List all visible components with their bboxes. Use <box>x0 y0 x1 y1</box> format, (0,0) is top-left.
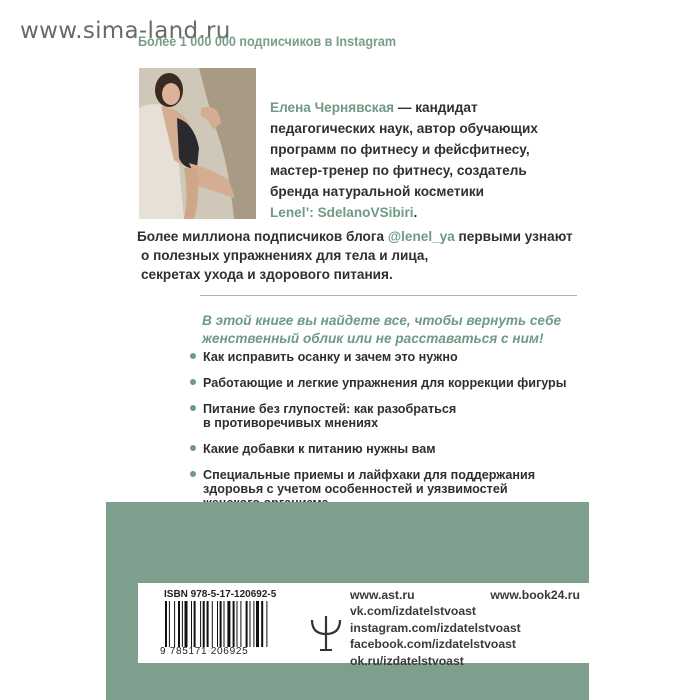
barcode-bar <box>169 601 170 647</box>
publisher-links <box>350 587 590 669</box>
benefit-item <box>190 376 590 390</box>
bullet-dot-icon <box>190 471 196 477</box>
blog-line-1-start: Более миллиона подписчиков блога <box>137 229 388 244</box>
barcode-bar <box>237 601 238 647</box>
bullet-dot-icon <box>190 379 196 385</box>
barcode-bar <box>178 601 180 647</box>
benefit-line: Работающие и легкие упражнения для коррекции фигуры <box>203 376 567 390</box>
headline-line-1: В этой книге вы найдете все, чтобы вернуть себе <box>202 313 562 328</box>
brand-end: . <box>413 205 418 220</box>
barcode-bar <box>233 601 235 647</box>
barcode-bar <box>256 601 259 647</box>
benefit-line: Какие добавки к питанию нужны вам <box>203 442 436 456</box>
barcode-bar <box>191 601 192 647</box>
blog-paragraph <box>137 227 577 284</box>
author-photo <box>139 68 256 219</box>
barcode-bar <box>174 601 175 647</box>
blog-handle: @lenel_ya <box>387 229 455 244</box>
benefits-list <box>190 350 590 522</box>
benefit-line: Питание без глупостей: как разобраться <box>203 402 457 416</box>
bullet-dot-icon <box>190 405 196 411</box>
barcode-bar <box>207 601 209 647</box>
brand-name: Lenel’: SdelanoVSibiri <box>270 205 414 220</box>
barcode-bar <box>217 601 218 647</box>
bullet-dot-icon <box>190 353 196 359</box>
bio-line-1 <box>270 97 570 118</box>
barcode-bar <box>194 601 196 647</box>
barcode-bar <box>250 601 251 647</box>
subscribers-banner: Более 1 000 000 подписчиков в Instagram <box>138 33 397 49</box>
barcode-bar <box>212 601 213 647</box>
link-instagram[interactable]: instagram.com/izdatelstvoast <box>350 620 521 635</box>
barcode-bar <box>240 601 241 647</box>
barcode-bar <box>182 601 183 647</box>
barcode-bar <box>253 601 254 647</box>
barcode-bar <box>203 601 205 647</box>
bio-line-3: программ по фитнесу и фейсфитнесу, <box>270 142 530 157</box>
blog-line-1-end: первыми узнают <box>454 229 573 244</box>
bio-line-4: мастер-тренер по фитнесу, создатель <box>270 163 527 178</box>
bio-line-5: бренда натуральной косметики <box>270 184 485 199</box>
barcode-bar <box>165 601 167 647</box>
isbn-number: ISBN 978-5-17-120692-5 <box>164 589 277 600</box>
barcode-bar <box>220 601 222 647</box>
barcode <box>164 601 296 647</box>
author-name: Елена Чернявская <box>270 100 395 115</box>
barcode-bar <box>224 601 225 647</box>
link-vk[interactable]: vk.com/izdatelstvoast <box>350 604 476 619</box>
benefit-line: Как исправить осанку и зачем это нужно <box>203 350 458 364</box>
blog-line-1 <box>137 227 577 246</box>
author-photo-illustration <box>139 68 256 219</box>
section-divider <box>200 295 577 296</box>
barcode-bar <box>261 601 263 647</box>
author-bio <box>270 97 570 223</box>
blog-line-2: о полезных упражнениях для тела и лица, <box>141 248 429 263</box>
benefit-line: здоровья с учетом особенностей и уязвимостей <box>203 482 508 496</box>
link-ok[interactable]: ok.ru/izdatelstvoast <box>350 653 464 668</box>
bio-line-2: педагогических наук, автор обучающих <box>270 121 538 136</box>
link-facebook[interactable]: facebook.com/izdatelstvoast <box>350 637 516 652</box>
barcode-bar <box>266 601 267 647</box>
watermark: www.sima-land.ru <box>20 18 231 44</box>
link-ast[interactable]: www.ast.ru <box>350 588 415 602</box>
headline-line-2: женственный облик или не расставаться с ним! <box>202 331 544 346</box>
benefit-item <box>190 402 590 430</box>
barcode-bar <box>200 601 201 647</box>
barcode-bar <box>246 601 248 647</box>
benefit-item <box>190 442 590 456</box>
benefit-line: в противоречивых мнениях <box>203 416 379 430</box>
book-headline <box>202 312 582 348</box>
benefit-line: Специальные приемы и лайфхаки для поддержания <box>203 468 536 482</box>
bio-line-6 <box>270 202 570 223</box>
website-row <box>350 587 580 603</box>
bullet-dot-icon <box>190 445 196 451</box>
barcode-bar <box>185 601 188 647</box>
blog-line-3: секретах ухода и здорового питания. <box>141 267 393 282</box>
publisher-logo-icon <box>306 612 346 652</box>
barcode-bar <box>227 601 230 647</box>
link-book24[interactable]: www.book24.ru <box>490 588 580 602</box>
barcode-digits: 9 785171 206925 <box>160 646 249 657</box>
benefit-item <box>190 350 590 364</box>
bio-line-1-rest: — кандидат <box>394 100 478 115</box>
